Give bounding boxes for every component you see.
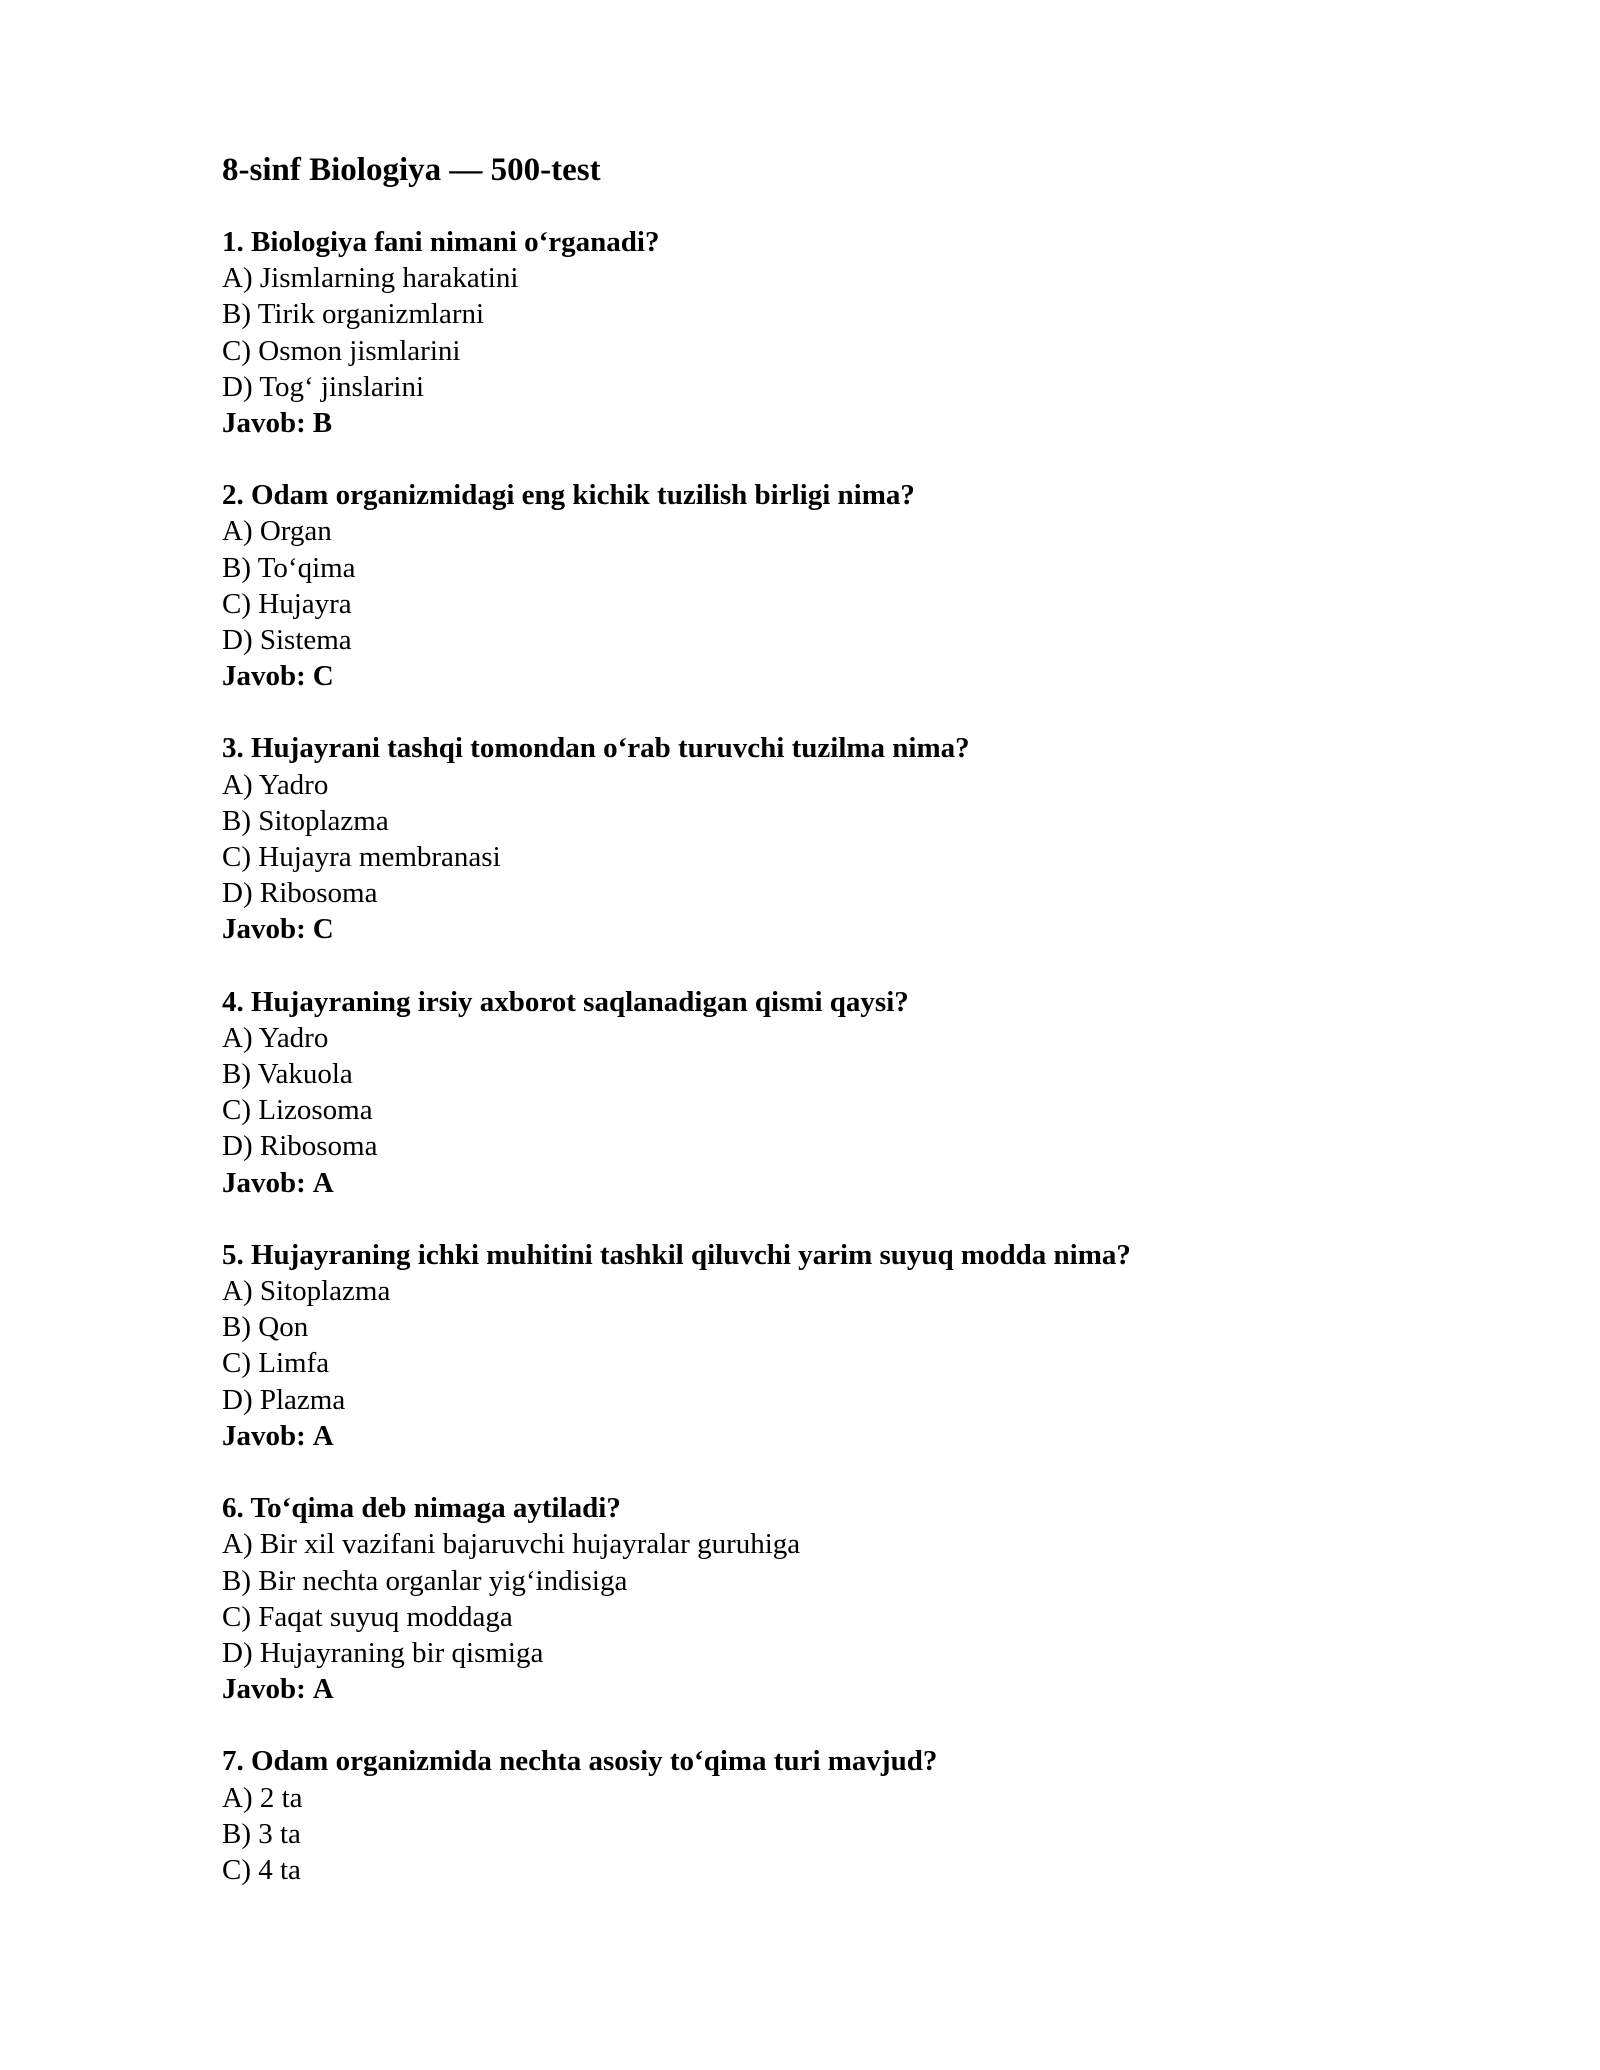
correct-answer — [222, 1165, 1422, 1201]
answer-option: B) Sitoplazma — [222, 804, 389, 837]
answer-option: C) Lizosoma — [222, 1094, 373, 1127]
answer-option: A) Jismlarning harakatini — [222, 262, 519, 295]
correct-answer — [222, 405, 1422, 441]
answer-option: D) Sistema — [222, 624, 352, 657]
question-text: 1. Biologiya fani nimani o‘rganadi? — [222, 226, 660, 258]
correct-answer — [222, 1671, 1422, 1707]
answer-option: B) Bir nechta organlar yig‘indisiga — [222, 1564, 628, 1597]
answer-option: B) Qon — [222, 1311, 309, 1344]
answer-option: A) Yadro — [222, 768, 329, 801]
correct-answer — [222, 911, 1422, 947]
answer-label: Javob: — [222, 1419, 306, 1452]
document-page — [222, 148, 1422, 1924]
answer-value: C — [312, 660, 334, 693]
question-block — [222, 1237, 1422, 1454]
answer-label: Javob: — [222, 660, 306, 693]
answer-label: Javob: — [222, 407, 306, 440]
answer-option: B) 3 ta — [222, 1817, 301, 1850]
question-text: 2. Odam organizmidagi eng kichik tuzilish birligi nima? — [222, 479, 915, 512]
answer-value: B — [312, 407, 333, 440]
answer-option: A) Yadro — [222, 1021, 329, 1054]
question-block — [222, 224, 1422, 441]
answer-value: A — [312, 1673, 334, 1706]
answer-option: C) Faqat suyuq moddaga — [222, 1600, 513, 1633]
question-text: 4. Hujayraning irsiy axborot saqlanadigan qismi qaysi? — [222, 985, 909, 1018]
answer-label: Javob: — [222, 913, 306, 946]
question-block — [222, 1743, 1422, 1888]
answer-option: D) Tog‘ jinslarini — [222, 370, 425, 403]
answer-option: D) Plazma — [222, 1383, 346, 1416]
answer-option: B) To‘qima — [222, 551, 356, 584]
question-text: 3. Hujayrani tashqi tomondan o‘rab turuvchi tuzilma nima? — [222, 732, 970, 765]
question-block — [222, 477, 1422, 694]
answer-option: D) Hujayraning bir qismiga — [222, 1636, 544, 1669]
answer-value: C — [312, 913, 334, 946]
answer-option: D) Ribosoma — [222, 877, 378, 910]
answer-option: C) Limfa — [222, 1347, 330, 1380]
answer-value: A — [312, 1166, 334, 1199]
answer-option: C) Hujayra membranasi — [222, 841, 501, 874]
answer-option: C) Osmon jismlarini — [222, 334, 461, 367]
question-block — [222, 1490, 1422, 1707]
answer-label: Javob: — [222, 1166, 306, 1199]
question-text: 6. To‘qima deb nimaga aytiladi? — [222, 1492, 621, 1525]
document-title: 8-sinf Biologiya — 500-test — [222, 152, 601, 188]
correct-answer — [222, 658, 1422, 694]
correct-answer — [222, 1418, 1422, 1454]
answer-option: A) Bir xil vazifani bajaruvchi hujayralar guruhiga — [222, 1528, 801, 1561]
answer-option: A) Organ — [222, 515, 332, 548]
answer-option: C) Hujayra — [222, 587, 352, 620]
answer-option: B) Vakuola — [222, 1058, 353, 1091]
question-text: 5. Hujayraning ichki muhitini tashkil qiluvchi yarim suyuq modda nima? — [222, 1238, 1131, 1271]
answer-option: C) 4 ta — [222, 1853, 301, 1886]
answer-option: B) Tirik organizmlarni — [222, 298, 485, 331]
question-block — [222, 984, 1422, 1201]
question-text: 7. Odam organizmida nechta asosiy to‘qima turi mavjud? — [222, 1745, 938, 1778]
answer-option: D) Ribosoma — [222, 1130, 378, 1163]
question-block — [222, 730, 1422, 947]
question-list — [222, 224, 1422, 1888]
answer-option: A) Sitoplazma — [222, 1275, 391, 1308]
answer-label: Javob: — [222, 1673, 306, 1706]
answer-value: A — [312, 1419, 334, 1452]
answer-option: A) 2 ta — [222, 1781, 303, 1814]
